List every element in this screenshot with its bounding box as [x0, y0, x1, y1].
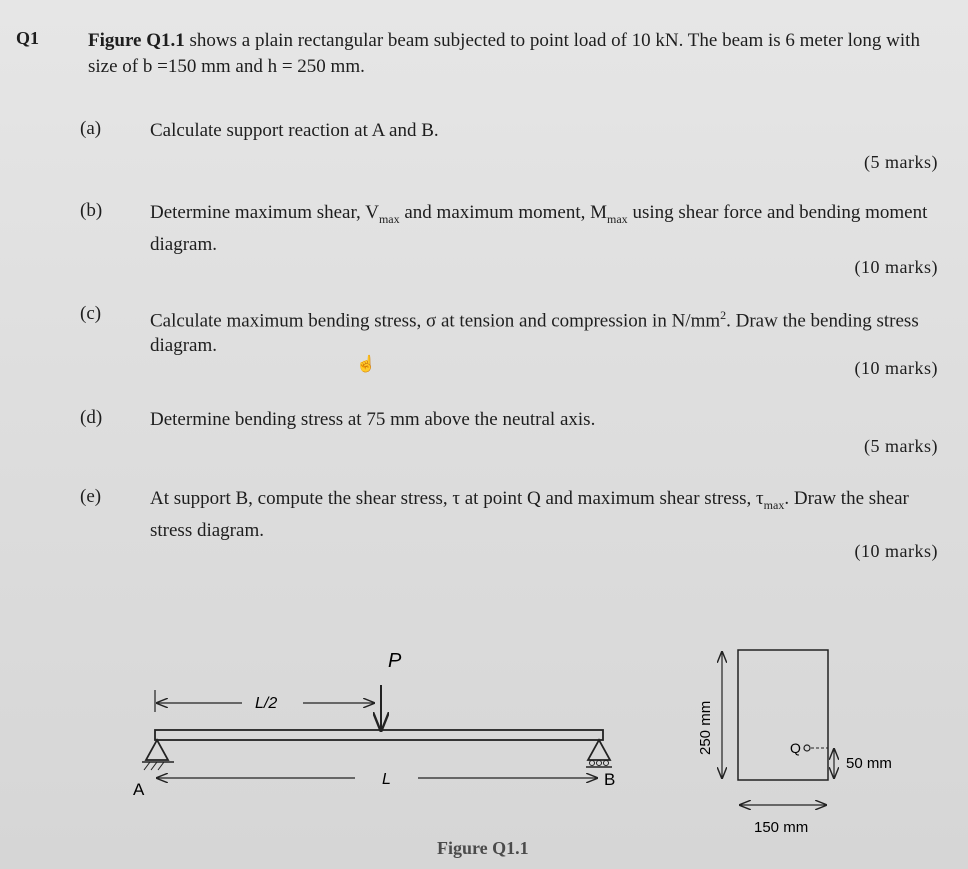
point-q-marker: [804, 745, 810, 751]
part-c-marks: (10 marks): [854, 358, 938, 378]
half-span-label: L/2: [255, 695, 278, 712]
part-d-marks: (5 marks): [864, 436, 938, 456]
part-d-text: Determine bending stress at 75 mm above the neutral axis.: [150, 409, 596, 430]
beam: [155, 730, 603, 740]
part-b-marks: (10 marks): [854, 257, 938, 277]
part-e-text: At support B, compute the shear stress, τ at point Q and maximum shear stress, $\tau_{max}$. Draw the shear stress diagram.: [150, 488, 909, 541]
part-a-marks: (5 marks): [864, 152, 938, 172]
part-b-label: (b): [80, 200, 103, 221]
point-q-label: Q: [790, 740, 801, 756]
figure-caption: Figure Q1.1: [437, 838, 529, 858]
figure-ref: Figure Q1.1: [88, 30, 185, 51]
support-b-roller: [588, 740, 610, 760]
part-a-label: (a): [80, 118, 102, 139]
question-number: Q1: [16, 28, 40, 48]
part-c-label: (c): [80, 303, 102, 324]
width-label: 150 mm: [754, 819, 809, 836]
intro-text: shows a plain rectangular beam subjected to point load of 10 kN. The beam is 6 meter long with size of b =150 mm and h = 250 mm.: [88, 30, 920, 77]
load-label: P: [388, 650, 402, 672]
part-c-text: Calculate maximum bending stress, σ at tension and compression in $N/mm^2$. Draw the bending stress diagram.: [150, 308, 919, 357]
offset-label: 50 mm: [846, 755, 892, 772]
hand-cursor-icon: ☝: [356, 356, 376, 373]
part-e-label: (e): [80, 486, 102, 507]
height-label: 250 mm: [697, 700, 714, 755]
support-a-pin: [146, 740, 168, 760]
span-label: L: [382, 771, 391, 788]
part-a-text: Calculate support reaction at A and B.: [150, 120, 439, 141]
support-a-label: A: [133, 780, 145, 799]
support-b-label: B: [604, 770, 616, 789]
part-e-marks: (10 marks): [854, 541, 938, 561]
cross-section: [738, 650, 828, 780]
part-d-label: (d): [80, 407, 103, 428]
part-b-text: Determine maximum shear, $V_{max}$ and maximum moment, $M_{max}$ using shear force and bending moment diagram.: [150, 202, 928, 255]
